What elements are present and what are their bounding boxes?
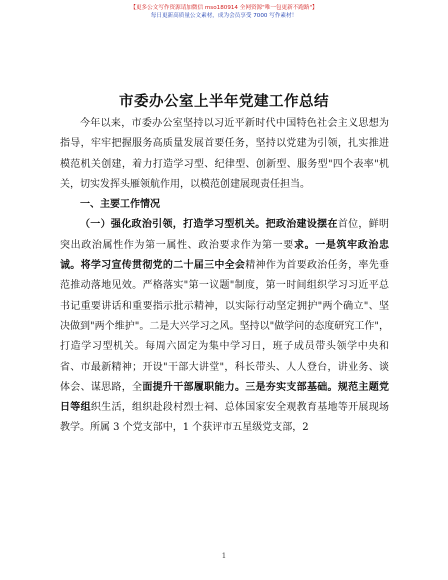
paragraph-1-text-e: 织生活，组织赴段村烈士祠、总体国家安全观教育基地等开展现场教学。所属 3 个党支部中，1 个获评市五星级党支部，2 xyxy=(60,402,390,434)
paragraph-1-bold-d: 面提升干部履职能力。三是夯实支部基础。规范主题党日等组 xyxy=(60,381,390,414)
paragraph-1 xyxy=(60,215,389,438)
intro-paragraph: 今年以来，市委办公室坚持以习近平新时代中国特色社会主义思想为指导，牢牢把握服务高质量发展首要任务，坚持以党建为引领，扎实推进模范机关创建，着力打造学习型、纪律型、创新型、服务型"四个表率"机关，切实发挥头雁领航作用，以模范创建展现责任担当。 xyxy=(60,118,389,190)
document-title: 市委办公室上半年党建工作总结 xyxy=(119,94,329,110)
document-body xyxy=(60,114,389,439)
page-number: 1 xyxy=(221,552,227,560)
paragraph-1-text-a: 首位，鲜明突出政治属性作为第一属性、政治要求作为第一要 xyxy=(60,219,390,251)
section-heading-1: 一、主要工作情况 xyxy=(80,199,160,211)
banner-line-1: 【更多公文写作资源请加微信 mso180914 全网资源"唯一包更新不跑路"】 xyxy=(130,5,318,11)
paragraph-1-bold-b: 求。一是筑牢政治忠诚。将学习宣传贯彻党的二十届三中全会 xyxy=(60,239,390,272)
banner-line-2: 每日更新高质量公文素材，成为会员享受 7000 写作素材！ xyxy=(150,13,298,19)
paragraph-1-lead: （一）强化政治引领，打造学习型机关。把政治建设摆在 xyxy=(80,219,338,231)
header-banner xyxy=(0,4,448,20)
paragraph-1-text-c: 精神作为首要政治任务，率先垂范推动落地见效。严格落实"第一议题"制度，第一时间组织学习习近平总书记重要讲话和重要指示批示精神，以实际行动坚定拥护"两个确立"、坚决做到"两个维护"。二是大兴学习之风。坚持以"做学问的态度研究工作"，打造学习型机关。每周六固定为集中学习日，班子成员带头领学中央和省、市最新精神；开设"干部大讲堂"，科长带头、人人登台，讲业务、谈体会、谋思路，全 xyxy=(60,260,390,393)
